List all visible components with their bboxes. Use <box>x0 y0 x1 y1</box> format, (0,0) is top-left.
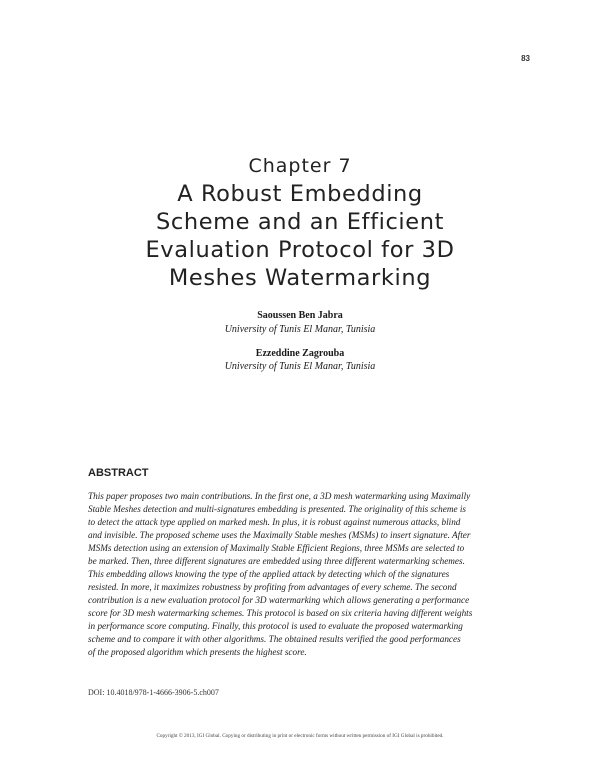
abstract-line: scheme and to compare it with other algorithms. The obtained results verified the good performances <box>88 634 461 644</box>
title-line: Meshes Watermarking <box>168 265 432 291</box>
abstract-line: Stable Meshes detection and multi-signatures embedding is presented. The originality of this scheme is <box>88 504 466 514</box>
abstract-line: contribution is a new evaluation protocol for 3D watermarking which allows generating a performance <box>88 595 470 605</box>
abstract-line: This embedding allows knowing the type of the applied attack by detecting which of the signatures <box>88 569 450 579</box>
abstract-line: MSMs detection using an extension of Maximally Stable Efficient Regions, three MSMs are selected to <box>88 543 465 553</box>
page-number: 83 <box>521 54 530 63</box>
abstract-line: of the proposed algorithm which presents the highest score. <box>88 647 307 657</box>
author-name: Ezzeddine Zagrouba <box>255 348 345 359</box>
title-line: Evaluation Protocol for 3D <box>145 237 455 263</box>
abstract-line: be marked. Then, three different signatures are embedded using three different watermarking schemes. <box>88 556 465 566</box>
abstract-body <box>88 490 530 659</box>
author-name: Saoussen Ben Jabra <box>257 310 343 321</box>
copyright-notice: Copyright © 2013, IGI Global. Copying or distributing in print or electronic forms without written permission of IGI Global is prohibited. <box>156 733 444 739</box>
author-affiliation: University of Tunis El Manar, Tunisia <box>224 361 376 372</box>
abstract-line: This paper proposes two main contributions. In the first one, a 3D mesh watermarking using Maximally <box>88 491 471 501</box>
chapter-title <box>90 180 510 292</box>
title-line: A Robust Embedding <box>177 181 423 207</box>
title-line: Scheme and an Efficient <box>155 209 444 235</box>
abstract-line: score for 3D mesh watermarking schemes. This protocol is based on six criteria having different weights <box>88 608 473 618</box>
chapter-label: Chapter 7 <box>248 155 352 177</box>
abstract-line: in performance score computing. Finally, this protocol is used to evaluate the proposed watermarking <box>88 621 463 631</box>
abstract-line: and invisible. The proposed scheme uses the Maximally Stable meshes (MSMs) to insert signature. After <box>88 530 471 540</box>
doi-text: DOI: 10.4018/978-1-4666-3906-5.ch007 <box>88 688 219 697</box>
author-affiliation: University of Tunis El Manar, Tunisia <box>224 324 376 335</box>
abstract-line: to detect the attack type applied on marked mesh. In plus, it is robust against numerous attacks, blind <box>88 517 461 527</box>
abstract-line: resisted. In more, it maximizes robustness by profiting from advantages of every scheme. The second <box>88 582 457 592</box>
abstract-heading: ABSTRACT <box>88 467 149 479</box>
